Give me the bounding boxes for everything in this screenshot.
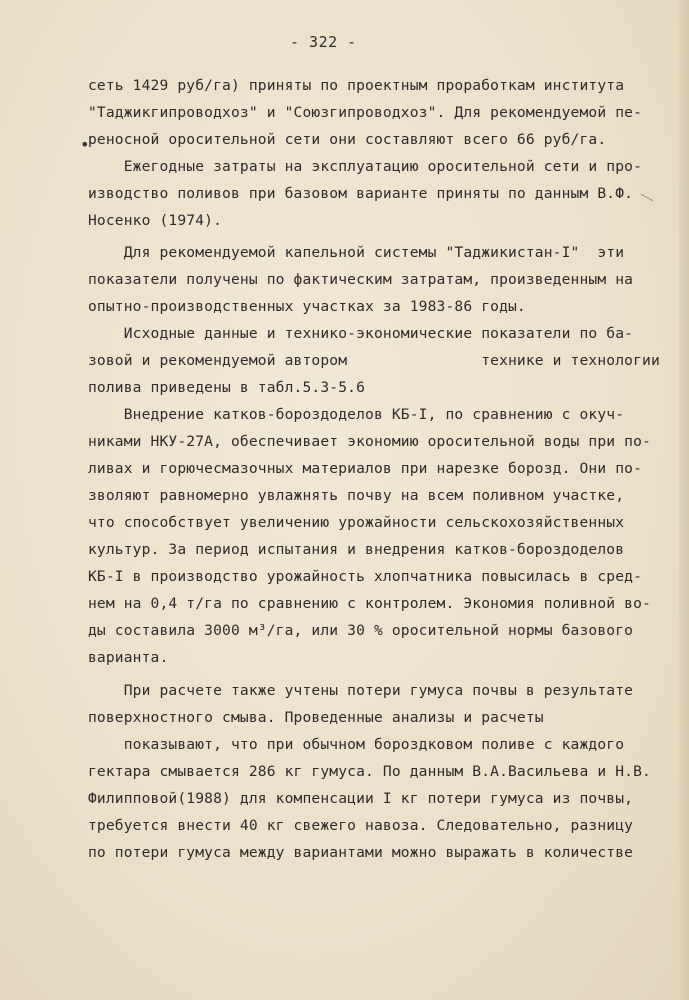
text-line: реносной оросительной сети они составляют всего 66 руб/га. <box>88 131 607 148</box>
text-line: ливах и горючесмазочных материалов при нарезке борозд. Они по- <box>88 460 643 477</box>
text-line: Носенко (1974). <box>88 212 223 229</box>
text-line: варианта. <box>88 649 169 666</box>
text-line: Филипповой(1988) для компенсации I кг потери гумуса из почвы, <box>88 790 634 807</box>
text-line: зволяют равномерно увлажнять почву на всем поливном участке, <box>88 487 625 504</box>
text-line: показывают, что при обычном бороздковом поливе с каждого <box>88 736 625 753</box>
text-line: гектара смывается 286 кг гумуса. По данным В.А.Васильева и Н.В. <box>88 763 651 780</box>
text-line: никами НКУ-27А, обеспечивает экономию оросительной воды при по- <box>88 433 651 450</box>
text-line: "Таджикгипроводхоз" и "Союзгипроводхоз". Для рекомендуемой пе- <box>88 104 643 121</box>
text-line: изводство поливов при базовом варианте приняты по данным В.Ф. <box>88 185 634 202</box>
text-line: показатели получены по фактическим затратам, произведенным на <box>88 271 634 288</box>
text-line: нем на 0,4 т/га по сравнению с контролем. Экономия поливной во- <box>88 595 651 612</box>
text-line: культур. За период испытания и внедрения катков-бороздоделов <box>88 541 625 558</box>
text-line: сеть 1429 руб/га) приняты по проектным проработкам института <box>88 77 625 94</box>
text-line: поверхностного смыва. Проведенные анализы и расчеты <box>88 709 544 726</box>
page-number: - 322 - <box>290 33 357 51</box>
text-line: что способствует увеличению урожайности сельскохозяйственных <box>88 514 625 531</box>
text-line: Внедрение катков-бороздоделов КБ-I, по сравнению с окуч- <box>88 406 625 423</box>
text-line: Ежегодные затраты на эксплуатацию оросительной сети и про- <box>88 158 643 175</box>
text-line: ды составила 3000 м³/га, или 30 % оросительной нормы базового <box>88 622 634 639</box>
text-line: по потери гумуса между вариантами можно выражать в количестве <box>88 844 634 861</box>
text-line: требуется внести 40 кг свежего навоза. Следовательно, разницу <box>88 817 634 834</box>
text-line: Исходные данные и технико-экономические показатели по ба- <box>88 325 634 342</box>
margin-dot-mark: • <box>80 135 90 154</box>
text-line: зовой и рекомендуемой автором технике и технологии <box>88 352 660 369</box>
text-line: опытно-производственных участках за 1983-86 годы. <box>88 298 526 315</box>
page-edge-shadow <box>679 0 689 1000</box>
text-line: полива приведены в табл.5.3-5.6 <box>88 379 366 396</box>
margin-tick-mark <box>641 194 654 201</box>
text-line: Для рекомендуемой капельной системы "Таджикистан-I" эти <box>88 244 625 261</box>
text-line: При расчете также учтены потери гумуса почвы в результате <box>88 682 634 699</box>
text-line: КБ-I в производство урожайность хлопчатника повысилась в сред- <box>88 568 643 585</box>
